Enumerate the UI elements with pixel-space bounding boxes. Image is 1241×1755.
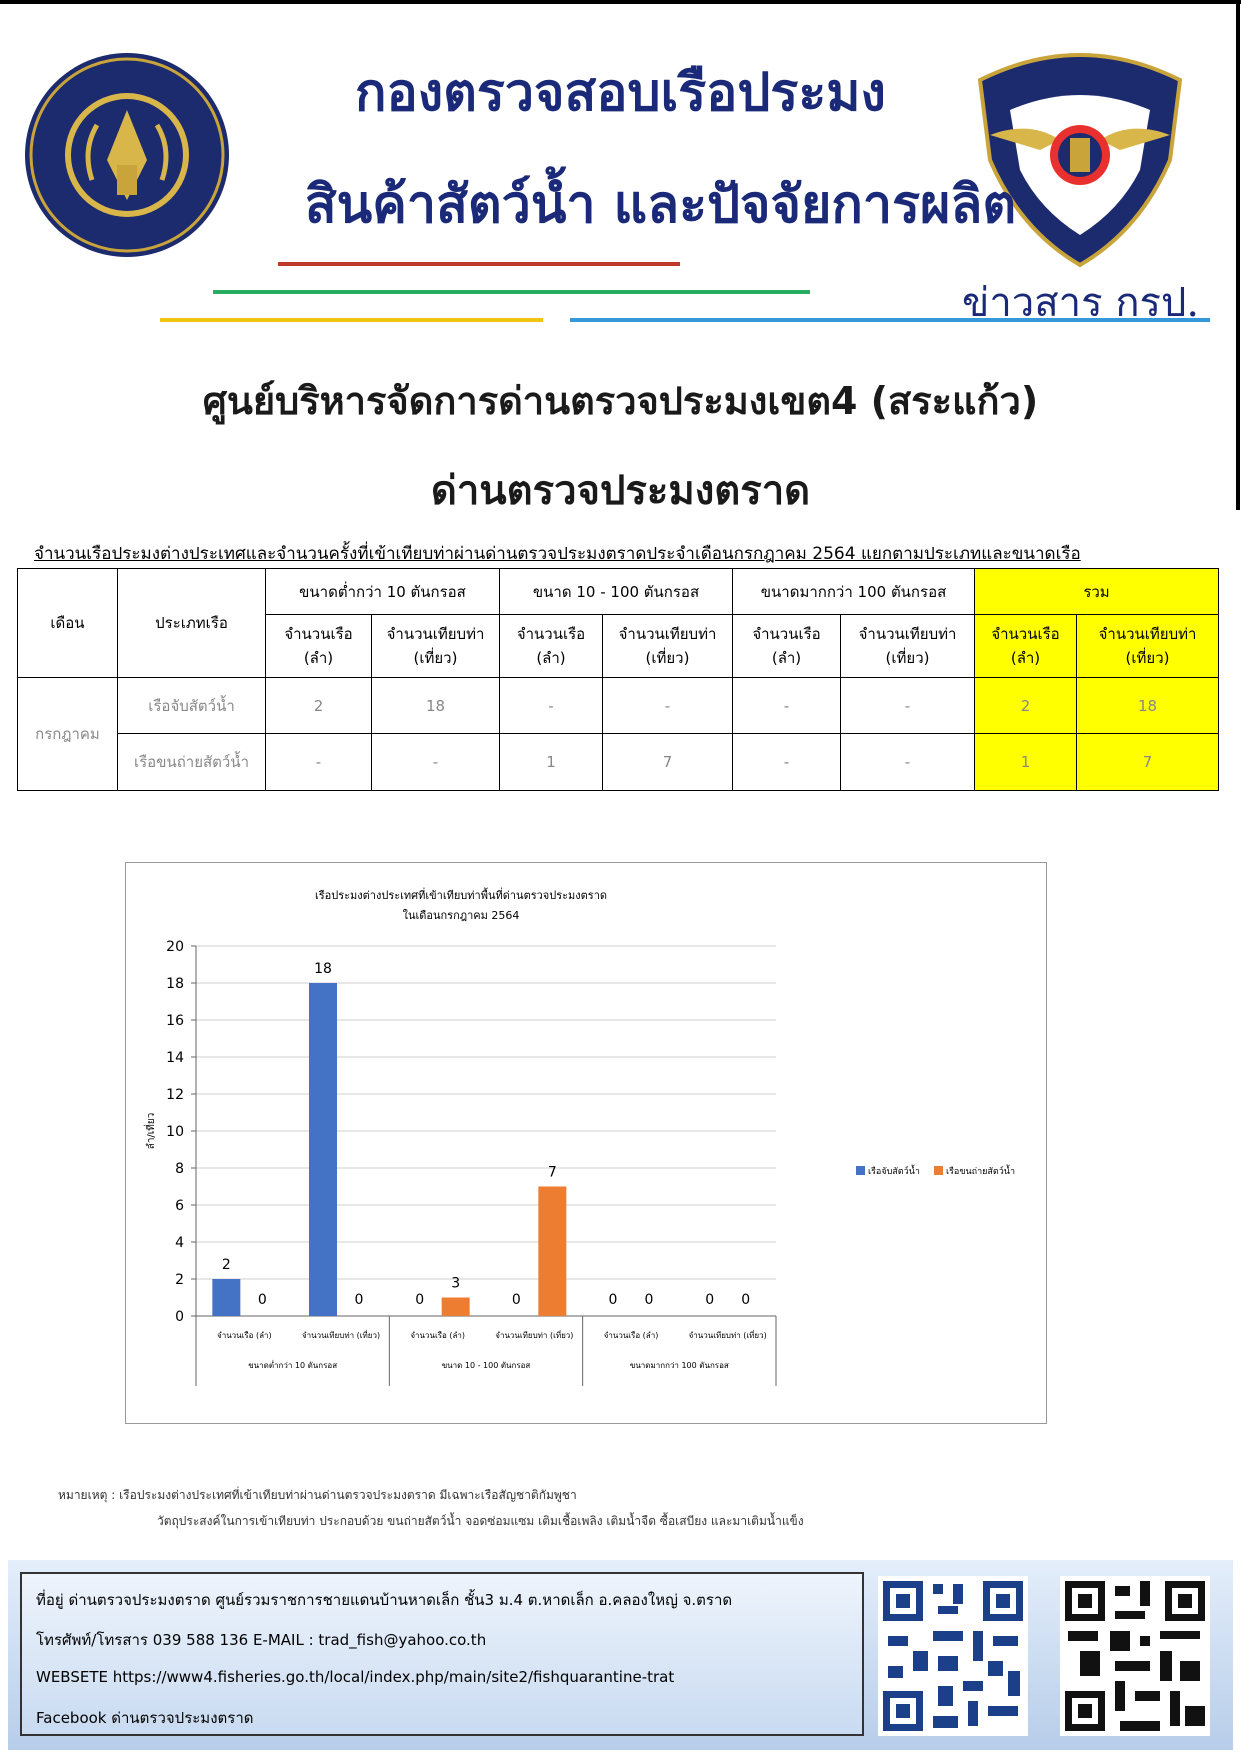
x-tick-label: จำนวนเรือ (ลำ) [217, 1331, 272, 1340]
qr-code-icon[interactable] [1060, 1576, 1210, 1736]
address-text: ที่อยู่ ด่านตรวจประมงตราด ศูนย์รวมราชการชายแดนบ้านหาดเล็ก ชั้น3 ม.4 ต.หาดเล็ก อ.คลองใหญ่ จ.ตราด [36, 1591, 733, 1609]
department-title-line2: สินค้าสัตว์น้ำ และปัจจัยการผลิต [304, 174, 1017, 235]
data-label: 7 [547, 1164, 557, 1181]
value-cell: 7 [603, 734, 733, 791]
checkpoint-title: ด่านตรวจประมงตราด [430, 468, 811, 514]
note-line1: หมายเหตุ : เรือประมงต่างประเทศที่เข้าเทียบท่าผ่านด่านตรวจประมงตราด มีเฉพาะเรือสัญชาติกัมพูชา [58, 1488, 577, 1502]
y-tick-label: 10 [166, 1124, 184, 1140]
footer [8, 1560, 1233, 1750]
subheader-trips: จำนวนเทียบท่า (เที่ยว) [372, 615, 500, 678]
subheader-trips: จำนวนเทียบท่า (เที่ยว) [841, 615, 975, 678]
value-cell: 18 [372, 677, 500, 734]
phone-email-text[interactable]: โทรศัพท์/โทรสาร 039 588 136 E-MAIL : trad_fish@yahoo.co.th [36, 1631, 487, 1649]
header-group-total: รวม [975, 569, 1219, 615]
decorative-line-yellow [160, 318, 543, 322]
department-title-line1: กองตรวจสอบเรือประมง [355, 62, 886, 123]
decorative-line-green [213, 290, 810, 294]
subheader-boats: จำนวนเรือ (ลำ) [733, 615, 841, 678]
facebook-link[interactable]: Facebook ด่านตรวจประมงตราด [36, 1709, 254, 1727]
x-tick-label: จำนวนเทียบท่า (เที่ยว) [301, 1331, 381, 1340]
qr-code-icon[interactable] [878, 1576, 1028, 1736]
value-cell: - [500, 677, 603, 734]
legend-swatch [934, 1166, 943, 1175]
legend-label: เรือขนถ่ายสัตว์น้ำ [946, 1167, 1015, 1177]
data-label: 0 [644, 1292, 654, 1308]
month-cell: กรกฎาคม [18, 677, 118, 790]
y-tick-label: 6 [175, 1198, 184, 1214]
bar [212, 1279, 240, 1316]
subheader-boats: จำนวนเรือ (ลำ) [266, 615, 372, 678]
value-cell: - [266, 734, 372, 791]
bar [538, 1187, 566, 1317]
header-group-large: ขนาดมากกว่า 100 ตันกรอส [733, 569, 975, 615]
y-tick-label: 12 [166, 1087, 184, 1103]
subheader-boats: จำนวนเรือ (ลำ) [975, 615, 1077, 678]
note-line2: วัตถุประสงค์ในการเข้าเทียบท่า ประกอบด้วย ขนถ่ายสัตว์น้ำ จอดซ่อมแซม เติมเชื้อเพลิง เติมน้ำจืด ซื้อเสบียง และมาเติมน้ำแข็ง [157, 1514, 804, 1528]
y-tick-label: 2 [175, 1272, 184, 1288]
data-label: 0 [705, 1292, 715, 1308]
data-label: 0 [511, 1292, 521, 1308]
vessel-table [17, 568, 1219, 791]
value-cell: - [733, 734, 841, 791]
total-cell: 1 [975, 734, 1077, 791]
center-title: ศูนย์บริหารจัดการด่านตรวจประมงเขต4 (สระแก้ว) [202, 379, 1039, 423]
data-label: 0 [415, 1292, 425, 1308]
data-label: 0 [354, 1292, 364, 1308]
table-caption: จำนวนเรือประมงต่างประเทศและจำนวนครั้งที่เข้าเทียบท่าผ่านด่านตรวจประมงตราดประจำเดือนกรกฎาคม 2564 แยกตามประเภทและขนาดเรือ [34, 544, 1081, 564]
page-border-top [0, 0, 1241, 4]
data-label: 0 [741, 1292, 751, 1308]
subheader-boats: จำนวนเรือ (ลำ) [500, 615, 603, 678]
data-label: 0 [608, 1292, 618, 1308]
data-label: 3 [451, 1275, 461, 1292]
value-cell: - [841, 734, 975, 791]
x-tick-label: จำนวนเทียบท่า (เที่ยว) [688, 1331, 767, 1340]
contact-box [20, 1572, 864, 1736]
x-group-label: ขนาดมากกว่า 100 ตันกรอส [629, 1361, 729, 1370]
y-tick-label: 4 [175, 1235, 184, 1251]
website-link[interactable]: WEBSETE https://www4.fisheries.go.th/local/index.php/main/site2/fishquarantine-trat [36, 1668, 675, 1686]
chart-container [125, 862, 1047, 1424]
bar [442, 1298, 470, 1317]
vessel-type-cell: เรือจับสัตว์น้ำ [118, 677, 266, 734]
table-row [18, 734, 1219, 791]
header-group-small: ขนาดต่ำกว่า 10 ตันกรอส [266, 569, 500, 615]
y-axis-label: ลำ/เที่ยว [146, 1112, 157, 1150]
table-row [18, 677, 1219, 734]
total-cell: 7 [1077, 734, 1219, 791]
header-group-medium: ขนาด 10 - 100 ตันกรอส [500, 569, 733, 615]
y-tick-label: 18 [166, 976, 184, 992]
y-tick-label: 8 [175, 1161, 184, 1177]
bar [309, 983, 337, 1316]
value-cell: - [733, 677, 841, 734]
chart-subtitle: ในเดือนกรกฎาคม 2564 [402, 909, 520, 922]
value-cell: 2 [266, 677, 372, 734]
vessel-type-cell: เรือขนถ่ายสัตว์น้ำ [118, 734, 266, 791]
legend-swatch [856, 1166, 865, 1175]
x-tick-label: จำนวนเรือ (ลำ) [603, 1331, 659, 1340]
total-cell: 18 [1077, 677, 1219, 734]
y-tick-label: 16 [166, 1013, 184, 1029]
value-cell: 1 [500, 734, 603, 791]
value-cell: - [841, 677, 975, 734]
bar-chart [126, 863, 1046, 1423]
x-group-label: ขนาด 10 - 100 ตันกรอส [441, 1361, 531, 1370]
data-label: 2 [221, 1257, 231, 1273]
y-tick-label: 0 [175, 1309, 184, 1325]
header-month: เดือน [18, 569, 118, 678]
y-tick-label: 20 [166, 939, 184, 955]
chart-title: เรือประมงต่างประเทศที่เข้าเทียบท่าพื้นที่ด่านตรวจประมงตราด [314, 889, 608, 902]
data-label: 0 [257, 1292, 267, 1308]
y-tick-label: 14 [166, 1050, 184, 1066]
subheader-trips: จำนวนเทียบท่า (เที่ยว) [1077, 615, 1219, 678]
x-tick-label: จำนวนเรือ (ลำ) [410, 1331, 465, 1340]
header-vessel-type: ประเภทเรือ [118, 569, 266, 678]
value-cell: - [372, 734, 500, 791]
decorative-line-red [278, 262, 680, 266]
total-cell: 2 [975, 677, 1077, 734]
x-tick-label: จำนวนเทียบท่า (เที่ยว) [495, 1331, 574, 1340]
news-label: ข่าวสาร กรป. [962, 280, 1200, 326]
subheader-trips: จำนวนเทียบท่า (เที่ยว) [603, 615, 733, 678]
data-label: 18 [314, 961, 332, 977]
value-cell: - [603, 677, 733, 734]
legend-label: เรือจับสัตว์น้ำ [868, 1167, 920, 1177]
x-group-label: ขนาดต่ำกว่า 10 ตันกรอส [248, 1361, 338, 1370]
